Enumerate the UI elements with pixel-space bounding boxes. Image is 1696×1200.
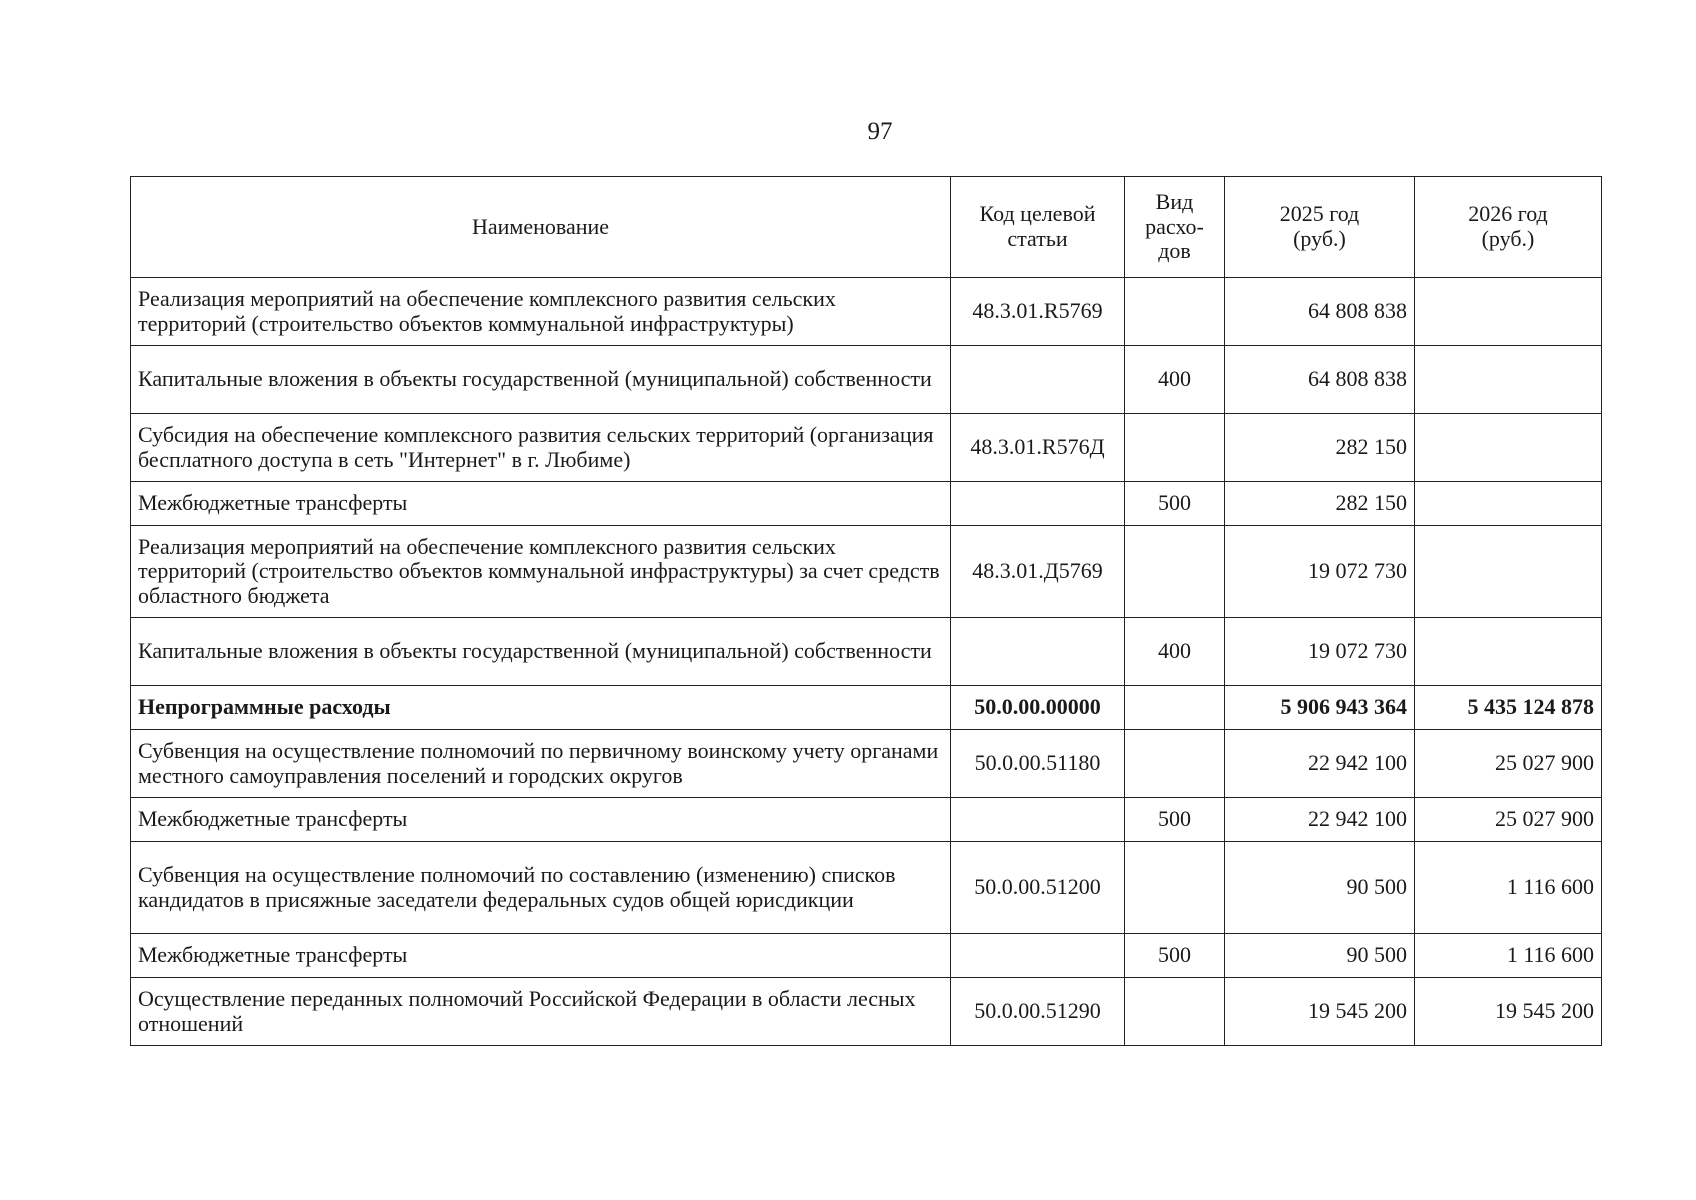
row-name: Межбюджетные трансферты <box>131 934 951 978</box>
row-name: Реализация мероприятий на обеспечение комплексного развития сельских территорий (строительство объектов коммунальной инфраструктуры) за счет средств областного бюджета <box>131 526 951 618</box>
table-row <box>131 278 1602 346</box>
header-2025: 2025 год (руб.) <box>1225 177 1415 278</box>
table-row <box>131 414 1602 482</box>
row-kind <box>1125 414 1225 482</box>
header-kind: Вид расхо- дов <box>1125 177 1225 278</box>
table-row <box>131 842 1602 934</box>
row-2026 <box>1415 278 1602 346</box>
header-name: Наименование <box>131 177 951 278</box>
table-row <box>131 978 1602 1046</box>
table-row <box>131 526 1602 618</box>
row-2025: 5 906 943 364 <box>1225 686 1415 730</box>
row-2025: 64 808 838 <box>1225 278 1415 346</box>
table-row <box>131 346 1602 414</box>
row-kind <box>1125 730 1225 798</box>
row-kind <box>1125 278 1225 346</box>
row-2026 <box>1415 482 1602 526</box>
table-row <box>131 482 1602 526</box>
page-number: 97 <box>867 118 893 145</box>
row-code <box>951 482 1125 526</box>
row-kind: 400 <box>1125 618 1225 686</box>
row-2026: 25 027 900 <box>1415 730 1602 798</box>
row-kind <box>1125 686 1225 730</box>
row-2026: 19 545 200 <box>1415 978 1602 1046</box>
row-2025: 282 150 <box>1225 414 1415 482</box>
row-code: 50.0.00.51200 <box>951 842 1125 934</box>
table-row <box>131 730 1602 798</box>
table-row <box>131 934 1602 978</box>
header-2026: 2026 год (руб.) <box>1415 177 1602 278</box>
table-row <box>131 686 1602 730</box>
row-kind: 400 <box>1125 346 1225 414</box>
row-code: 50.0.00.51290 <box>951 978 1125 1046</box>
row-kind <box>1125 526 1225 618</box>
row-code <box>951 934 1125 978</box>
row-2025: 19 072 730 <box>1225 526 1415 618</box>
row-name: Реализация мероприятий на обеспечение комплексного развития сельских территорий (строительство объектов коммунальной инфраструктуры) <box>131 278 951 346</box>
row-2025: 22 942 100 <box>1225 730 1415 798</box>
row-name: Субвенция на осуществление полномочий по первичному воинскому учету органами местного самоуправления поселений и городских округов <box>131 730 951 798</box>
row-code: 48.3.01.R576Д <box>951 414 1125 482</box>
row-name: Субвенция на осуществление полномочий по составлению (изменению) списков кандидатов в присяжные заседатели федеральных судов общей юрисдикции <box>131 842 951 934</box>
row-name: Межбюджетные трансферты <box>131 798 951 842</box>
row-2025: 22 942 100 <box>1225 798 1415 842</box>
row-2026: 1 116 600 <box>1415 934 1602 978</box>
row-kind: 500 <box>1125 482 1225 526</box>
row-name: Осуществление переданных полномочий Российской Федерации в области лесных отношений <box>131 978 951 1046</box>
row-2025: 90 500 <box>1225 842 1415 934</box>
row-name: Капитальные вложения в объекты государственной (муниципальной) собственности <box>131 346 951 414</box>
row-2025: 90 500 <box>1225 934 1415 978</box>
row-kind: 500 <box>1125 934 1225 978</box>
row-kind <box>1125 978 1225 1046</box>
row-code: 48.3.01.Д5769 <box>951 526 1125 618</box>
row-2026: 25 027 900 <box>1415 798 1602 842</box>
row-2025: 19 545 200 <box>1225 978 1415 1046</box>
row-kind: 500 <box>1125 798 1225 842</box>
row-code <box>951 618 1125 686</box>
table-row <box>131 798 1602 842</box>
row-kind <box>1125 842 1225 934</box>
row-2026 <box>1415 618 1602 686</box>
row-name: Межбюджетные трансферты <box>131 482 951 526</box>
row-2025: 282 150 <box>1225 482 1415 526</box>
row-code: 50.0.00.00000 <box>951 686 1125 730</box>
table-header-row <box>131 177 1602 278</box>
budget-table <box>130 176 1602 1046</box>
row-name: Непрограммные расходы <box>131 686 951 730</box>
table-row <box>131 618 1602 686</box>
row-2026 <box>1415 346 1602 414</box>
row-2026: 1 116 600 <box>1415 842 1602 934</box>
row-name: Субсидия на обеспечение комплексного развития сельских территорий (организация бесплатного доступа в сеть "Интернет" в г. Любиме) <box>131 414 951 482</box>
row-2025: 64 808 838 <box>1225 346 1415 414</box>
header-code: Код целевой статьи <box>951 177 1125 278</box>
row-code: 48.3.01.R5769 <box>951 278 1125 346</box>
row-2026: 5 435 124 878 <box>1415 686 1602 730</box>
row-code <box>951 346 1125 414</box>
row-2025: 19 072 730 <box>1225 618 1415 686</box>
row-2026 <box>1415 414 1602 482</box>
row-name: Капитальные вложения в объекты государственной (муниципальной) собственности <box>131 618 951 686</box>
row-code <box>951 798 1125 842</box>
row-2026 <box>1415 526 1602 618</box>
row-code: 50.0.00.51180 <box>951 730 1125 798</box>
